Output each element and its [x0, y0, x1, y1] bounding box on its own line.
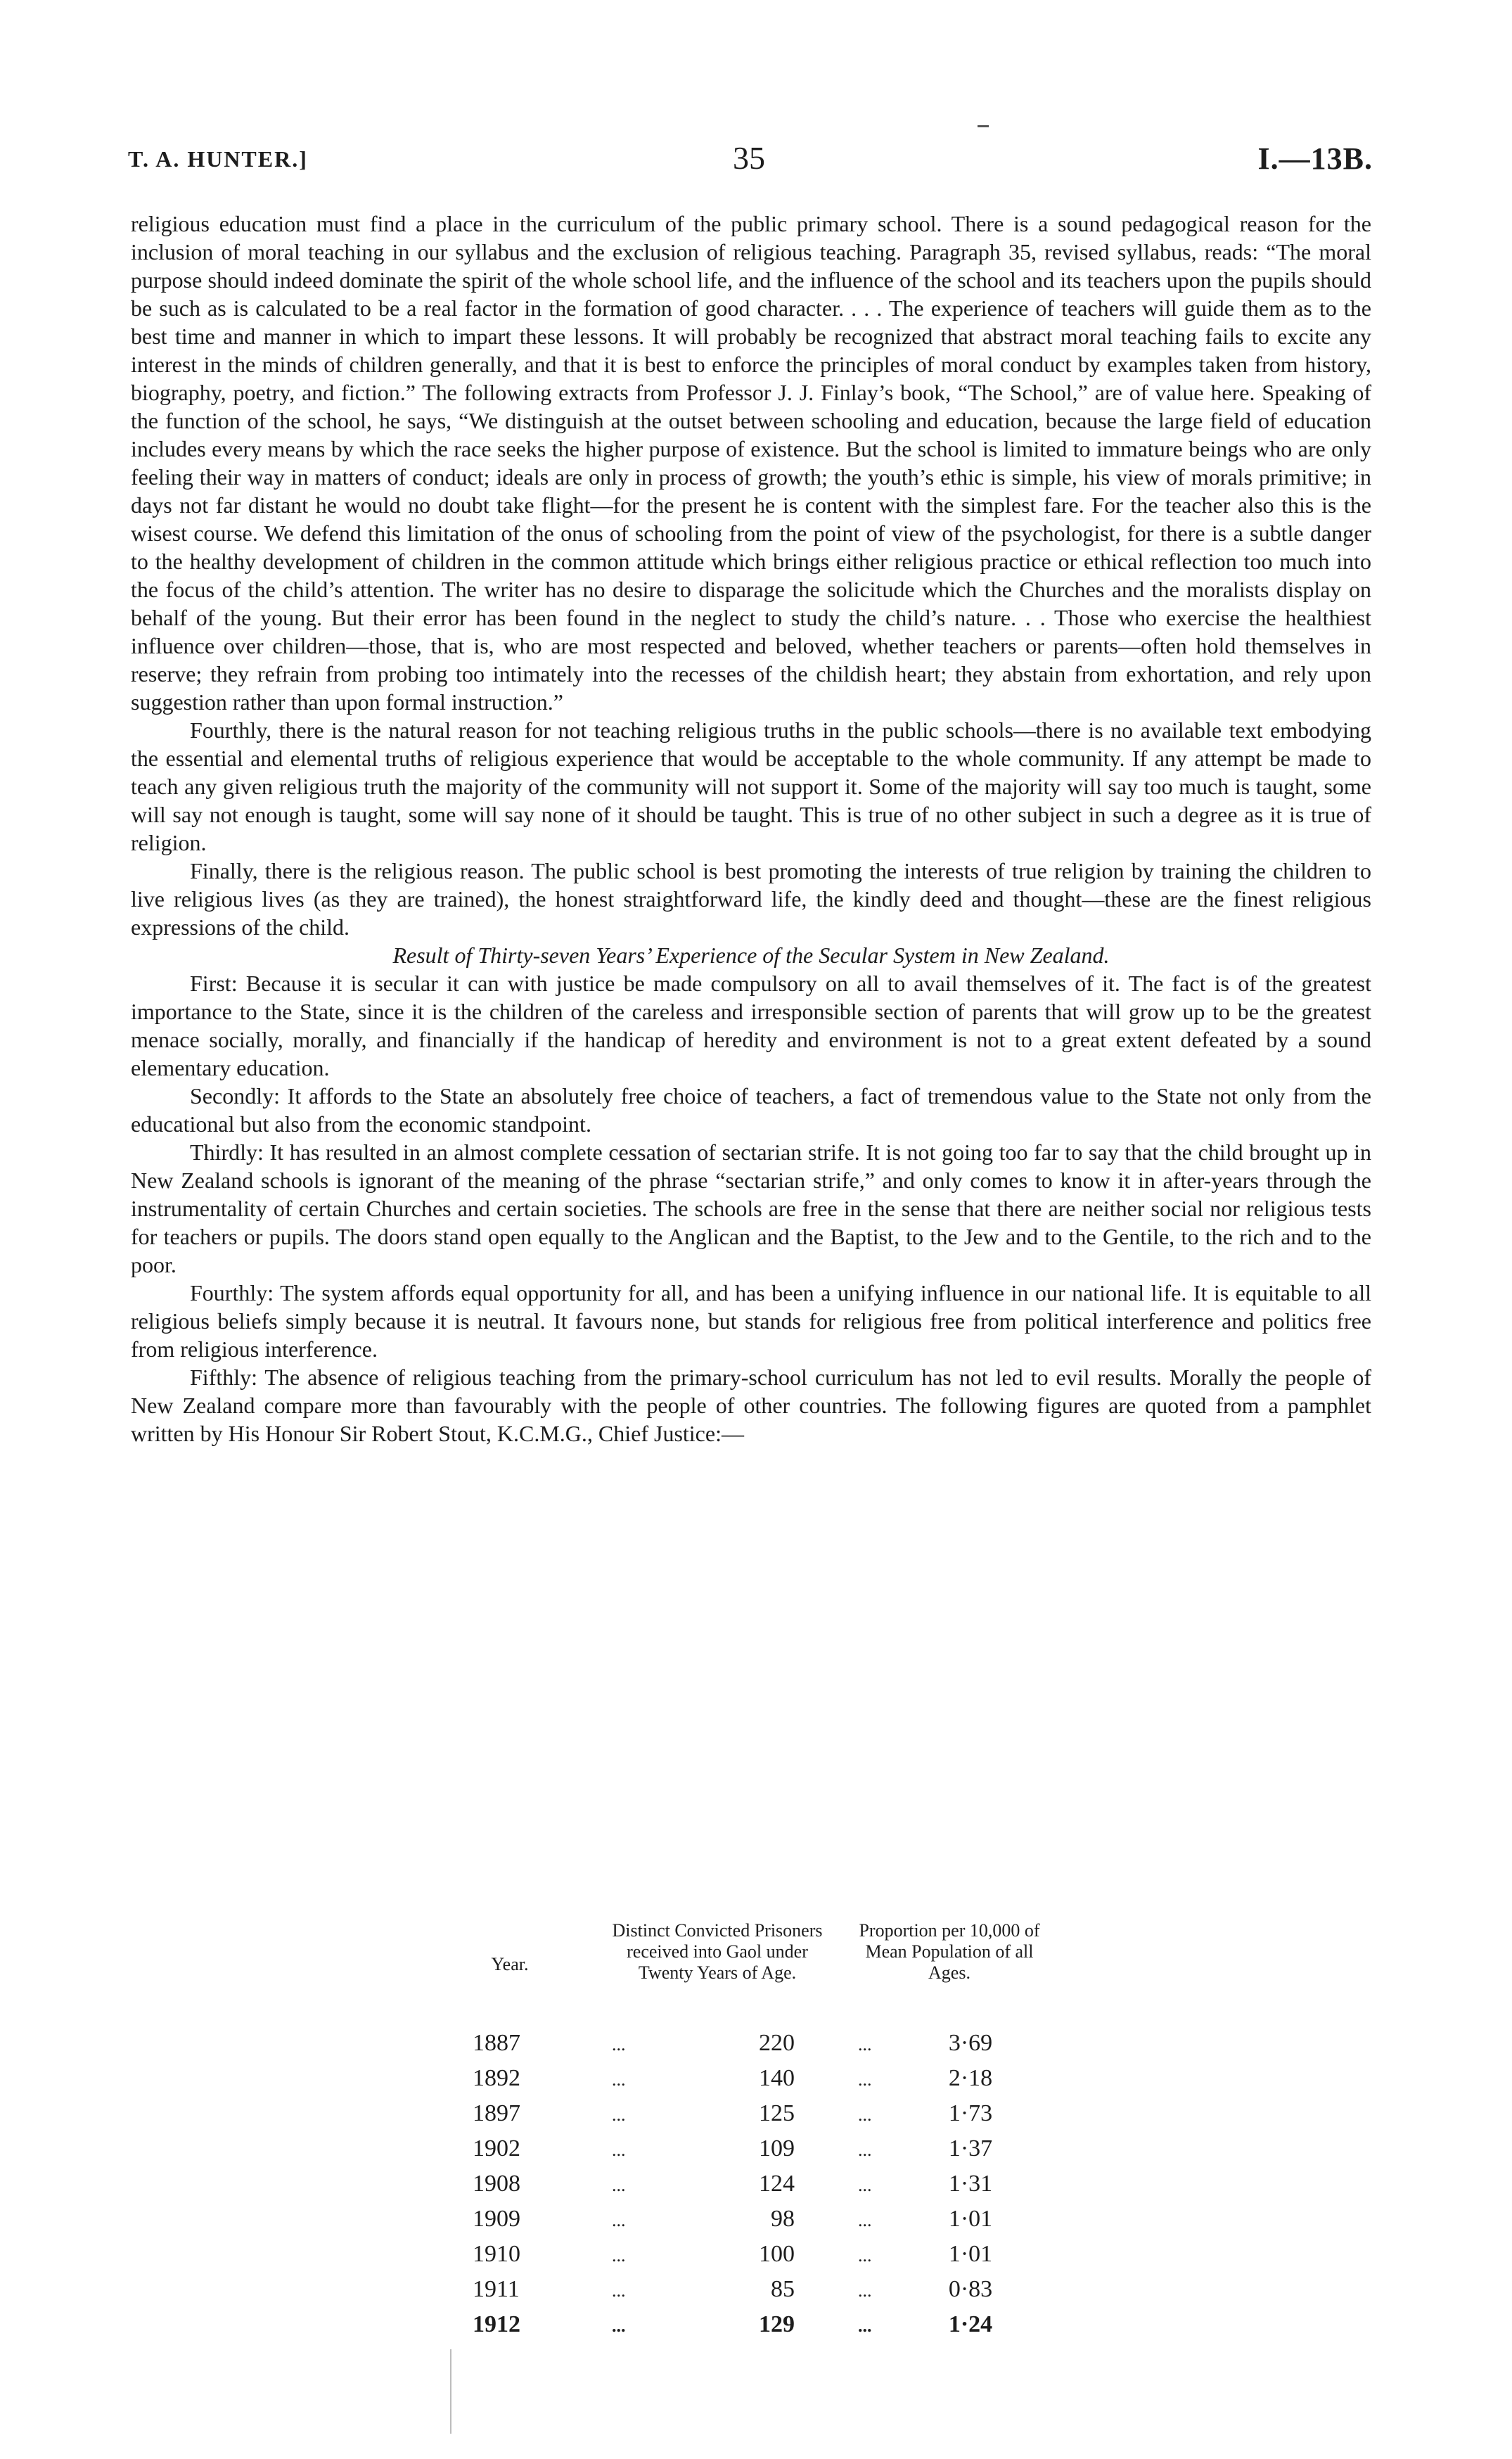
year-cell: 1911 — [473, 2276, 520, 2302]
leader-dots: ... — [858, 2280, 872, 2301]
page-header — [128, 139, 1373, 181]
convicted-cell: 124 — [759, 2171, 795, 2197]
table-row — [450, 2096, 1083, 2131]
year-cell: 1887 — [473, 2030, 520, 2056]
table-body — [450, 2026, 1083, 2342]
table-row — [450, 2061, 1083, 2096]
table-row — [450, 2272, 1083, 2307]
paragraph-finally-religious-reason: Finally, there is the religious reason. The public school is best promoting the interests of true religion by training the children to live religious lives (as they are trained), the honest straightforward life, the kindly deed and thought—these are the finest religious expressions of the child. — [131, 858, 1371, 940]
prisoner-statistics-table — [450, 1920, 1083, 2342]
column-header-proportion: Proportion per 10,000 of Mean Population of all Ages. — [859, 1920, 1040, 1983]
proportion-cell: 1·37 — [948, 2135, 993, 2161]
leader-dots: ... — [858, 2175, 872, 2195]
leader-dots: ... — [612, 2069, 626, 2090]
leader-dots: ... — [612, 2034, 626, 2055]
year-cell: 1912 — [473, 2311, 520, 2337]
table-header — [450, 1920, 1083, 2026]
table-row — [450, 2026, 1083, 2061]
section-heading: Result of Thirty-seven Years’ Experience of the Secular System in New Zealand. — [392, 943, 1110, 968]
year-cell: 1908 — [473, 2171, 520, 2197]
leader-dots: ... — [858, 2245, 872, 2266]
leader-dots: ... — [858, 2316, 872, 2336]
convicted-cell: 100 — [759, 2241, 795, 2267]
table-row — [450, 2237, 1083, 2272]
proportion-cell: 0·83 — [948, 2276, 993, 2302]
convicted-cell: 98 — [771, 2206, 795, 2232]
leader-dots: ... — [612, 2316, 626, 2336]
proportion-cell: 1·24 — [948, 2311, 993, 2337]
proportion-cell: 1·73 — [948, 2100, 993, 2126]
header-author: T. A. HUNTER.] — [128, 146, 308, 172]
paragraph-secondly: Secondly: It affords to the State an absolutely free choice of teachers, a fact of tremendous value to the State not only from the educational but also from the economic standpoint. — [131, 1083, 1371, 1137]
proportion-cell: 1·01 — [948, 2206, 993, 2232]
proportion-cell: 3·69 — [948, 2030, 993, 2056]
year-cell: 1902 — [473, 2135, 520, 2161]
convicted-cell: 220 — [759, 2030, 795, 2056]
table-row — [450, 2166, 1083, 2202]
year-cell: 1910 — [473, 2241, 520, 2267]
document-reference: I.—13B. — [1257, 141, 1373, 176]
leader-dots: ... — [612, 2140, 626, 2160]
proportion-cell: 1·01 — [948, 2241, 993, 2267]
leader-dots: ... — [612, 2175, 626, 2195]
paragraph-fourthly-natural-reason: Fourthly, there is the natural reason for not teaching religious truths in the public schools—there is no available text embodying the essential and elemental truths of religious experience that would be acceptable to the whole community. If any attempt be made to teach any given religious truth the majority of the community will not support it. Some of the majority will say too much is taught, some will say not enough is taught, some will say none of it should be taught. This is true of no other subject in such a degree as it is true of religion. — [131, 717, 1371, 855]
leader-dots: ... — [858, 2034, 872, 2055]
convicted-cell: 109 — [759, 2135, 795, 2161]
leader-dots: ... — [858, 2210, 872, 2230]
paragraph-fourthly: Fourthly: The system affords equal opportunity for all, and has been a unifying influence in our national life. It is equitable to all religious beliefs simply because it is neutral. It favours none, but stands for religious free from political interference and politics free from religious interference. — [131, 1280, 1371, 1362]
column-header-year: Year. — [491, 1954, 529, 1974]
scan-mark — [450, 2349, 451, 2434]
leader-dots: ... — [612, 2280, 626, 2301]
leader-dots: ... — [858, 2140, 872, 2160]
body-text — [131, 210, 1371, 1448]
year-cell: 1892 — [473, 2065, 520, 2091]
proportion-cell: 1·31 — [948, 2171, 993, 2197]
year-cell: 1909 — [473, 2206, 520, 2232]
paragraph-religious-education: religious education must find a place in the curriculum of the public primary school. There is a sound pedagogical reason for the inclusion of moral teaching in our syllabus and the exclusion of religious teaching. Paragraph 35, revised syllabus, reads: “The moral purpose should indeed dominate the spirit of the whole school life, and the influence of the school and its teachers upon the pupils should be such as is calculated to be a real factor in the formation of good character. . . . The experience of teachers will guide them as to the best time and manner in which to impart these lessons. It will probably be recognized that abstract moral teaching fails to excite any interest in the minds of children generally, and that it is best to enforce the principles of moral conduct by examples taken from history, biography, poetry, and fiction.” The following extracts from Professor J. J. Finlay’s book, “The School,” are of value here. Speaking of the function of the school, he says, “We distinguish at the outset between schooling and education, because the large field of education includes every means by which the race seeks the higher purpose of existence. But the school is limited to immature beings who are only feeling their way in matters of conduct; ideals are only in process of growth; the youth’s ethic is simple, his view of morals primitive; in days not far distant he would no doubt take flight—for the present he is content with the simplest fare. For the teacher also this is the wisest course. We defend this limitation of the onus of schooling from the point of view of the psychologist, for there is a subtle danger to the healthy development of children in the common attitude which brings either religious practice or ethical reflection too much into the focus of the child’s attention. The writer has no desire to disparage the solicitude which the Churches and the moralists display on behalf of the young. But their error has been found in the neglect to study the child’s nature. . . Those who exercise the healthiest influence over children—those, that is, who are most respected and beloved, whether teachers or parents—often hold themselves in reserve; they refrain from probing too intimately into the recesses of the childish heart; they abstain from exhortation, and rely upon suggestion rather than upon formal instruction.” — [131, 211, 1371, 715]
paragraph-thirdly: Thirdly: It has resulted in an almost complete cessation of sectarian strife. It is not going too far to say that the child brought up in New Zealand schools is ignorant of the meaning of the phrase “sectarian strife,” and only comes to know it in after-years through the instrumentality of certain Churches and certain societies. The schools are free in the sense that there are neither social nor religious tests for teachers or pupils. The doors stand open equally to the Anglican and the Baptist, to the Jew and to the Gentile, to the rich and to the poor. — [131, 1139, 1371, 1277]
leader-dots: ... — [858, 2069, 872, 2090]
column-header-convicted: Distinct Convicted Prisoners received into Gaol under Twenty Years of Age. — [612, 1920, 823, 1983]
leader-dots: ... — [612, 2210, 626, 2230]
convicted-cell: 140 — [759, 2065, 795, 2091]
leader-dots: ... — [612, 2245, 626, 2266]
year-cell: 1897 — [473, 2100, 520, 2126]
leader-dots: ... — [858, 2104, 872, 2125]
paragraph-fifthly: Fifthly: The absence of religious teaching from the primary-school curriculum has not led to evil results. Morally the people of New Zealand compare more than favourably with the people of other countries. The following figures are quoted from a pamphlet written by His Honour Sir Robert Stout, K.C.M.G., Chief Justice:— — [131, 1365, 1371, 1446]
table-row — [450, 2202, 1083, 2237]
proportion-cell: 2·18 — [948, 2065, 993, 2091]
convicted-cell: 129 — [759, 2311, 795, 2337]
paragraph-first: First: Because it is secular it can with justice be made compulsory on all to avail themselves of it. The fact is of the greatest importance to the State, since it is the children of the careless and irresponsible section of parents that will grow up to be the greatest menace socially, morally, and financially if the handicap of heredity and environment is not to a great extent defeated by a sound elementary education. — [131, 971, 1371, 1080]
table-row — [450, 2131, 1083, 2166]
leader-dots: ... — [612, 2104, 626, 2125]
convicted-cell: 85 — [771, 2276, 795, 2302]
print-mark — [978, 125, 989, 127]
page-number: 35 — [733, 140, 765, 176]
table-row — [450, 2307, 1083, 2342]
convicted-cell: 125 — [759, 2100, 795, 2126]
